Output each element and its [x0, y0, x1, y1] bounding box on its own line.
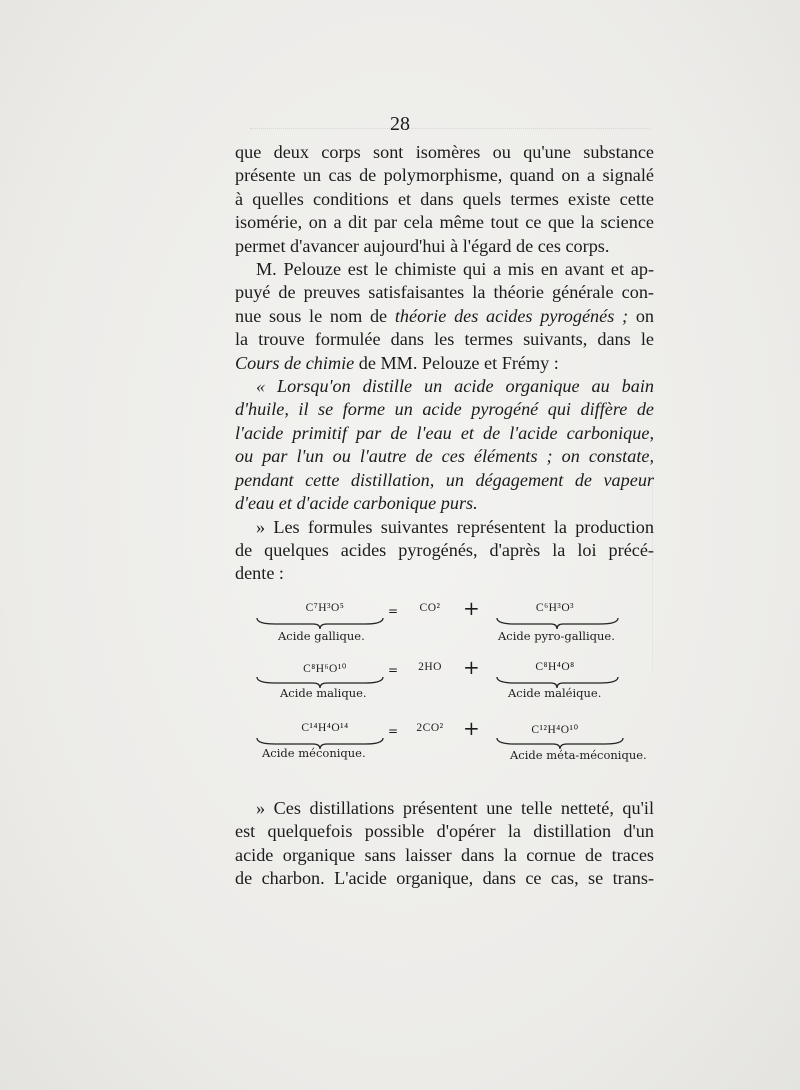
text-line: isomérie, on a dit par cela même tout ce que la science [235, 212, 654, 233]
equals-sign: = [388, 604, 399, 618]
paragraph-distillation [235, 797, 654, 891]
body-text-continued [235, 797, 654, 891]
text-line: dente : [235, 563, 284, 584]
text-line [235, 305, 654, 328]
acid-name-right: Acide pyro-gallique. [498, 629, 615, 643]
quote-paragraph [235, 375, 654, 515]
paragraph-pelouze [235, 258, 654, 375]
acid-name-left: Acide méconique. [262, 746, 366, 760]
formula-row [255, 657, 645, 717]
formula-byproduct: CO² [419, 602, 441, 614]
book-title: Cours de chimie [235, 352, 355, 373]
text-line: acide organique sans laisser dans la cornue de traces [235, 844, 654, 865]
plus-sign: + [463, 655, 480, 679]
equals-sign: = [388, 724, 399, 738]
paragraph-formulas-intro [235, 516, 654, 586]
plus-sign: + [463, 716, 480, 740]
underbrace-left [255, 616, 385, 630]
underbrace-right [495, 616, 620, 630]
page-number: 28 [390, 113, 410, 135]
text-line: que deux corps sont isomères ou qu'une substance [235, 142, 654, 162]
text-line: M. Pelouze est le chimiste qui a mis en avant et ap- [256, 259, 654, 280]
acid-name-right: Acide méta-méconique. [510, 748, 647, 762]
theory-title: théorie des acides pyrogénés ; [394, 305, 629, 326]
text-line: la trouve formulée dans les termes suivants, dans le [235, 329, 654, 350]
body-text [235, 141, 654, 586]
formula-product: C⁸H⁴O⁸ [535, 661, 575, 673]
plus-sign: + [463, 596, 480, 620]
quote-line: d'eau et d'acide carbonique purs. [235, 493, 478, 514]
text-line: est quelquefois possible d'opérer la distillation d'un [235, 821, 654, 842]
text-line: à quelles conditions et dans quels termes existe cette [235, 188, 654, 209]
text-fragment: on [628, 305, 655, 326]
acid-name-left: Acide malique. [280, 686, 367, 700]
formula-byproduct: 2CO² [416, 722, 444, 734]
quote-line: ou par l'un ou l'autre de ces éléments ; on constate, [235, 446, 654, 467]
formula-reactant: C⁸H⁶O¹⁰ [303, 663, 347, 675]
quote-line: d'huile, il se forme un acide pyrogéné qui diffère de [235, 399, 654, 420]
quote-line: « Lorsqu'on distille un acide organique au bain [256, 376, 654, 397]
equals-sign: = [388, 663, 399, 677]
text-line: » Ces distillations présentent une telle netteté, qu'il [256, 798, 654, 818]
text-line: de quelques acides pyrogénés, d'après la loi précé- [235, 539, 654, 560]
formula-row [255, 718, 645, 778]
quote-line: l'acide primitif par de l'eau et de l'acide carbonique, [235, 422, 654, 443]
acid-name-left: Acide gallique. [278, 629, 365, 643]
text-line: de charbon. L'acide organique, dans ce cas, se trans- [235, 868, 654, 889]
text-line: » Les formules suivantes représentent la production [256, 516, 654, 537]
text-fragment: nue sous le nom de [235, 305, 395, 326]
paragraph-continuation [235, 141, 654, 258]
quote-line: pendant cette distillation, un dégagement de vapeur [235, 469, 654, 490]
text-line [235, 352, 654, 375]
formula-product: C⁶H³O³ [535, 602, 575, 614]
formula-row [255, 598, 645, 658]
acid-name-right: Acide maléique. [508, 686, 602, 700]
text-fragment: de MM. Pelouze et Frémy : [354, 352, 559, 373]
text-line: puyé de preuves satisfaisantes la théorie générale con- [235, 282, 654, 303]
formula-reactant: C¹⁴H⁴O¹⁴ [301, 722, 349, 734]
formula-byproduct: 2HO [418, 661, 442, 673]
text-line: présente un cas de polymorphisme, quand on a signalé [235, 165, 654, 186]
formula-product: C¹²H⁴O¹⁰ [531, 724, 579, 736]
text-line: permet d'avancer aujourd'hui à l'égard de ces corps. [235, 235, 610, 256]
formula-reactant: C⁷H³O⁵ [305, 602, 345, 614]
formula-table [255, 598, 645, 778]
